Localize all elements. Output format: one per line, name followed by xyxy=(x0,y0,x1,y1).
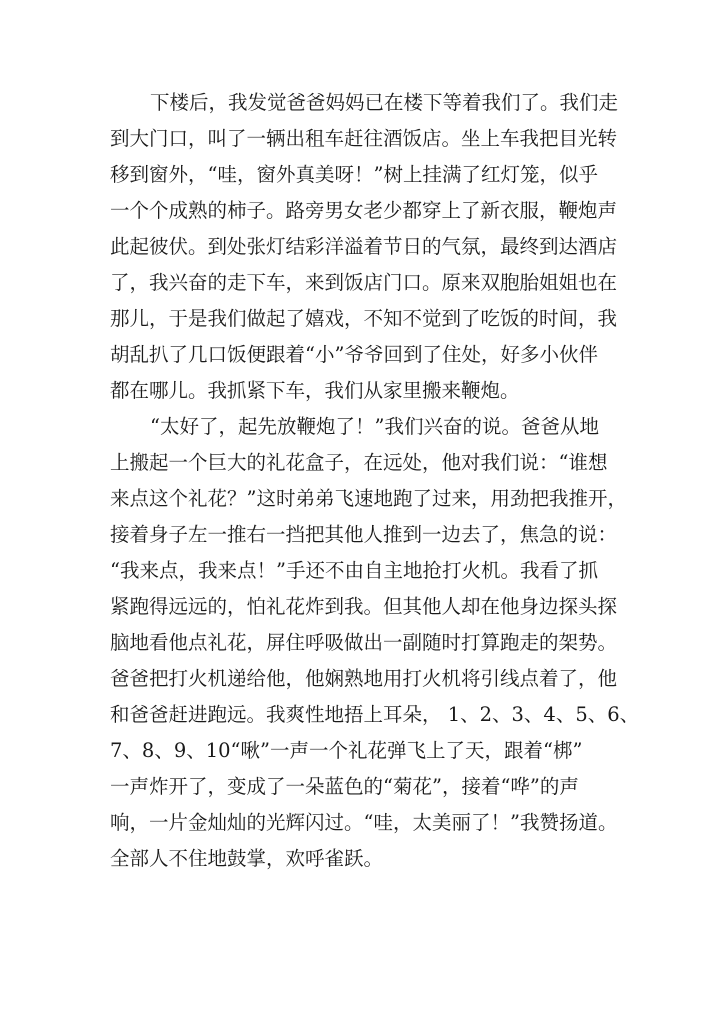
text-line: 都在哪儿。我抓紧下车，我们从家里搬来鞭炮。 xyxy=(110,379,520,402)
paragraph-2 xyxy=(110,409,640,877)
text-line: “我来点，我来点！”手还不由自主地抢打火机。我看了抓 xyxy=(110,559,598,582)
document-page xyxy=(110,85,640,877)
text-line: 到大门口，叫了一辆出租车赶往酒饭店。坐上车我把目光转 xyxy=(110,127,618,150)
text-line: “太好了，起先放鞭炮了！”我们兴奋的说。爸爸从地 xyxy=(150,415,599,438)
text-line: 和爸爸赶进跑远。我爽性地捂上耳朵， 1、2、3、4、5、6、 xyxy=(110,703,640,726)
text-line: 响，一片金灿灿的光辉闪过。“哇，太美丽了！”我赞扬道。 xyxy=(110,811,618,834)
text-line: 移到窗外，“哇，窗外真美呀！”树上挂满了红灯笼，似乎 xyxy=(110,163,598,186)
text-line: 胡乱扒了几口饭便跟着“小”爷爷回到了住处，好多小伙伴 xyxy=(110,343,598,366)
text-line: 一个个成熟的柿子。路旁男女老少都穿上了新衣服，鞭炮声 xyxy=(110,199,618,222)
text-line: 下楼后，我发觉爸爸妈妈已在楼下等着我们了。我们走 xyxy=(150,91,619,114)
text-line: 此起彼伏。到处张灯结彩洋溢着节日的气氛，最终到达酒店 xyxy=(110,235,618,258)
text-line: 那儿，于是我们做起了嬉戏，不知不觉到了吃饭的时间，我 xyxy=(110,307,618,330)
text-line: 脑地看他点礼花，屏住呼吸做出一副随时打算跑走的架势。 xyxy=(110,631,618,654)
text-line: 紧跑得远远的，怕礼花炸到我。但其他人却在他身边探头探 xyxy=(110,595,618,618)
text-line: 一声炸开了，变成了一朵蓝色的“菊花”，接着“哗”的声 xyxy=(110,775,579,798)
text-line: 上搬起一个巨大的礼花盒子，在远处，他对我们说：“谁想 xyxy=(110,451,608,474)
text-line: 全部人不住地鼓掌，欢呼雀跃。 xyxy=(110,847,384,870)
text-line: 接着身子左一推右一挡把其他人推到一边去了，焦急的说： xyxy=(110,523,618,546)
text-line: 来点这个礼花？”这时弟弟飞速地跑了过来，用劲把我推开， xyxy=(110,487,627,510)
text-line: 了，我兴奋的走下车，来到饭店门口。原来双胞胎姐姐也在 xyxy=(110,271,618,294)
text-line: 爸爸把打火机递给他，他娴熟地用打火机将引线点着了，他 xyxy=(110,667,618,690)
text-line: 7、8、9、10“啾”一声一个礼花弹飞上了天，跟着“梆” xyxy=(110,739,583,762)
paragraph-1 xyxy=(110,85,630,409)
